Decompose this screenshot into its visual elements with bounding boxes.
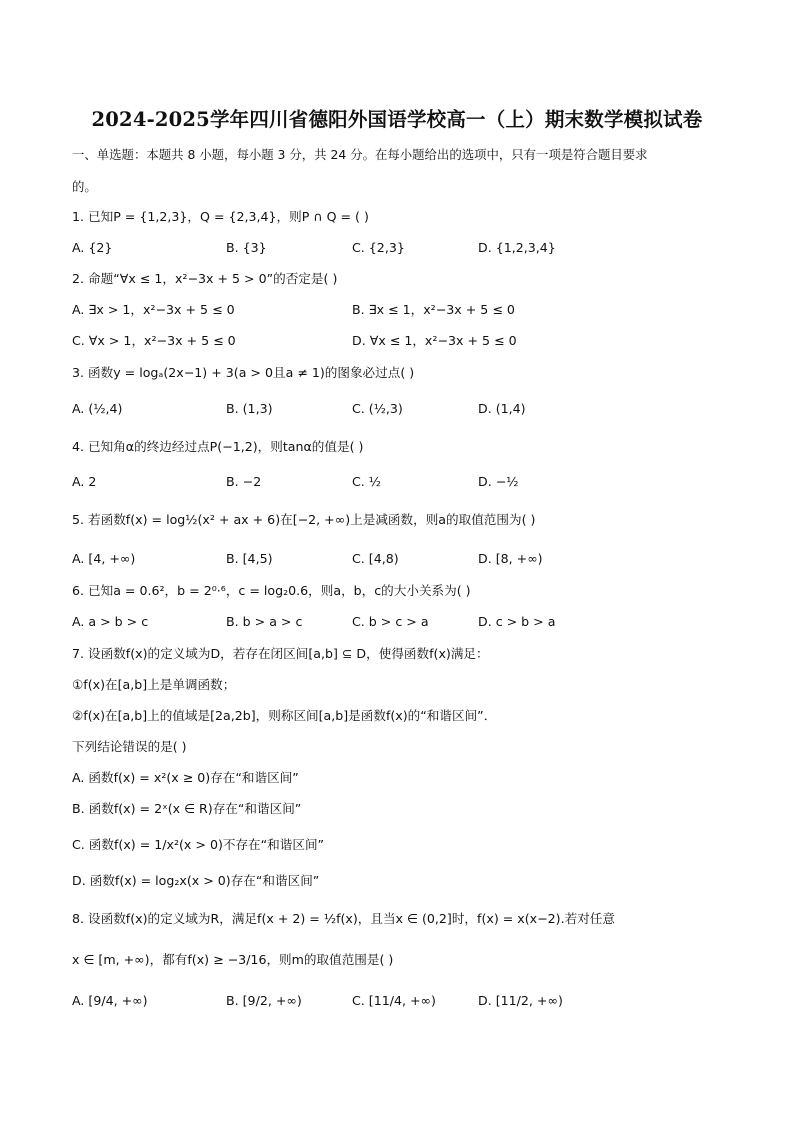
question-2-option-a: A. ∃x > 1，x²−3x + 5 ≤ 0 bbox=[72, 302, 235, 317]
question-7-option-c: C. 函数f(x) = 1/x²(x > 0)不存在“和谐区间” bbox=[72, 837, 325, 852]
question-6-option-b: B. b > a > c bbox=[226, 614, 303, 629]
question-7-option-d: D. 函数f(x) = log₂x(x > 0)存在“和谐区间” bbox=[72, 873, 320, 888]
question-1-option-d: D. {1,2,3,4} bbox=[478, 240, 556, 255]
question-3-option-a: A. (½,4) bbox=[72, 401, 123, 416]
question-5-stem: 5. 若函数f(x) = log½(x² + ax + 6)在[−2, +∞)上是减函数，则a的取值范围为( ) bbox=[72, 512, 536, 527]
question-1-option-c: C. {2,3} bbox=[352, 240, 405, 255]
question-7-condition-1: ①f(x)在[a,b]上是单调函数； bbox=[72, 677, 236, 692]
question-3-stem: 3. 函数y = logₐ(2x−1) + 3(a > 0且a ≠ 1)的图象必过点( ) bbox=[72, 365, 415, 380]
question-4-stem: 4. 已知角α的终边经过点P(−1,2)，则tanα的值是( ) bbox=[72, 439, 364, 454]
question-1-option-a: A. {2} bbox=[72, 240, 113, 255]
question-2-option-b: B. ∃x ≤ 1，x²−3x + 5 ≤ 0 bbox=[352, 302, 515, 317]
question-5-option-c: C. [4,8) bbox=[352, 551, 399, 566]
question-7-stem: 7. 设函数f(x)的定义域为D，若存在闭区间[a,b] ⊆ D，使得函数f(x)满足： bbox=[72, 646, 489, 661]
question-2-option-c: C. ∀x > 1，x²−3x + 5 ≤ 0 bbox=[72, 333, 236, 348]
question-6-option-a: A. a > b > c bbox=[72, 614, 149, 629]
question-4-option-a: A. 2 bbox=[72, 474, 97, 489]
question-7-option-a: A. 函数f(x) = x²(x ≥ 0)存在“和谐区间” bbox=[72, 770, 299, 785]
section-instruction-line2: 的。 bbox=[72, 179, 97, 194]
question-3-option-c: C. (½,3) bbox=[352, 401, 403, 416]
question-5-option-a: A. [4, +∞) bbox=[72, 551, 136, 566]
question-6-option-d: D. c > b > a bbox=[478, 614, 556, 629]
question-1-option-b: B. {3} bbox=[226, 240, 267, 255]
question-1-stem: 1. 已知P = {1,2,3}，Q = {2,3,4}，则P ∩ Q = ( ) bbox=[72, 209, 369, 224]
question-7-condition-2: ②f(x)在[a,b]上的值域是[2a,2b]，则称区间[a,b]是函数f(x)的“和谐区间”． bbox=[72, 708, 497, 723]
question-7-prompt: 下列结论错误的是( ) bbox=[72, 739, 187, 754]
question-4-option-c: C. ½ bbox=[352, 474, 382, 489]
question-5-option-d: D. [8, +∞) bbox=[478, 551, 543, 566]
question-8-option-a: A. [9/4, +∞) bbox=[72, 993, 148, 1008]
question-8-option-b: B. [9/2, +∞) bbox=[226, 993, 302, 1008]
question-2-option-d: D. ∀x ≤ 1，x²−3x + 5 ≤ 0 bbox=[352, 333, 517, 348]
question-4-option-d: D. −½ bbox=[478, 474, 519, 489]
question-5-option-b: B. [4,5) bbox=[226, 551, 273, 566]
question-6-option-c: C. b > c > a bbox=[352, 614, 429, 629]
question-3-option-d: D. (1,4) bbox=[478, 401, 526, 416]
question-4-option-b: B. −2 bbox=[226, 474, 262, 489]
question-8-option-d: D. [11/2, +∞) bbox=[478, 993, 563, 1008]
question-8-option-c: C. [11/4, +∞) bbox=[352, 993, 436, 1008]
question-8-stem: 8. 设函数f(x)的定义域为R，满足f(x + 2) = ½f(x)，且当x ∈ (0,2]时，f(x) = x(x−2).若对任意 bbox=[72, 911, 615, 926]
page-title: 2024-2025学年四川省德阳外国语学校高一（上）期末数学模拟试卷 bbox=[91, 108, 703, 131]
question-6-stem: 6. 已知a = 0.6²，b = 2⁰·⁶，c = log₂0.6，则a，b，c的大小关系为( ) bbox=[72, 583, 471, 598]
section-instruction-line1: 一、单选题：本题共 8 小题，每小题 3 分，共 24 分。在每小题给出的选项中，只有一项是符合题目要求 bbox=[72, 147, 648, 162]
question-7-option-b: B. 函数f(x) = 2ˣ(x ∈ R)存在“和谐区间” bbox=[72, 801, 302, 816]
question-2-stem: 2. 命题“∀x ≤ 1，x²−3x + 5 > 0”的否定是( ) bbox=[72, 271, 338, 286]
question-8-stem-continued: x ∈ [m, +∞)，都有f(x) ≥ −3/16，则m的取值范围是( ) bbox=[72, 952, 394, 967]
question-3-option-b: B. (1,3) bbox=[226, 401, 273, 416]
